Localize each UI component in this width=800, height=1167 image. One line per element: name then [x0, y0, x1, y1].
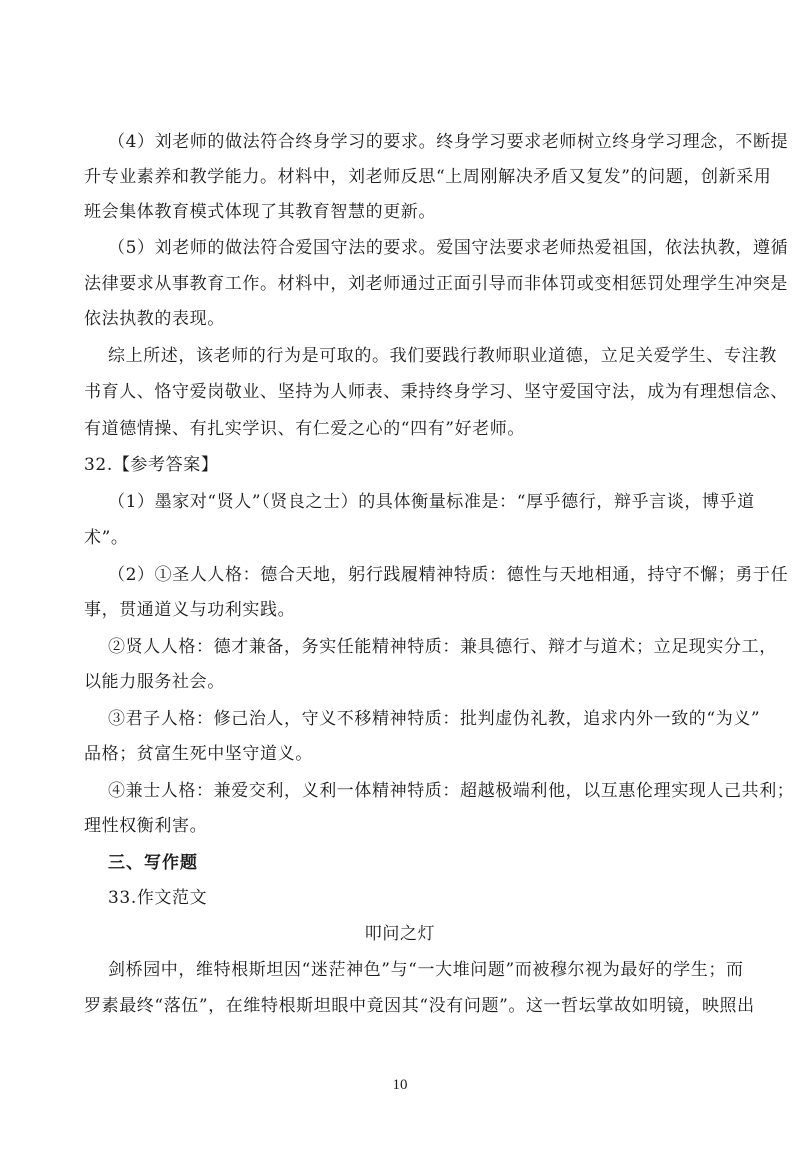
paragraph-line: 术”。: [84, 528, 129, 548]
paragraph-line: ②贤人人格：德才兼备，务实任能精神特质：兼具德行、辩才与道术；立足现实分工，: [108, 637, 777, 657]
paragraph-line: ④兼士人格：兼爱交利，义利一体精神特质：超越极端利他，以互惠伦理实现人己共利；: [108, 781, 795, 801]
paragraph-line: 书育人、恪守爱岗敬业、坚持为人师表、秉持终身学习、坚守爱国守法，成为有理想信念、: [84, 382, 788, 402]
paragraph-line: 综上所述，该老师的行为是可取的。我们要践行教师职业道德，立足关爱学生、专注教: [108, 346, 777, 366]
paragraph-line: 罗素最终“落伍”，在维特根斯坦眼中竟因其“没有问题”。这一哲坛掌故如明镜，映照出: [84, 996, 755, 1016]
paragraph-line: 班会集体教育模式体现了其教育智慧的更新。: [84, 202, 436, 222]
page-number: 10: [392, 1077, 408, 1093]
paragraph-line: ③君子人格：修己治人，守义不移精神特质：批判虚伪礼教，追求内外一致的“为义”: [108, 709, 761, 729]
paragraph-line: 品格；贫富生死中坚守道义。: [84, 744, 313, 764]
paragraph-line: 升专业素养和教学能力。材料中，刘老师反思“上周刚解决矛盾又复发”的问题，创新采用: [84, 167, 772, 187]
paragraph-line: 理性权衡利害。: [84, 816, 208, 836]
paragraph-line: 有道德情操、有扎实学识、有仁爱之心的“四有”好老师。: [84, 419, 525, 439]
section-heading: 三、写作题: [108, 853, 198, 873]
paragraph-line: （1）墨家对“贤人”（贤良之士）的具体衡量标准是：“厚乎德行，辩乎言谈，博乎道: [108, 492, 755, 512]
paragraph-line: （5）刘老师的做法符合爱国守法的要求。爱国守法要求老师热爱祖国，依法执教，遵循: [108, 238, 789, 258]
essay-heading: 33.作文范文: [108, 888, 208, 908]
paragraph-line: （2）①圣人人格：德合天地，躬行践履精神特质：德性与天地相通，持守不懈；勇于任: [108, 565, 789, 585]
paragraph-line: 依法执教的表现。: [84, 309, 225, 329]
paragraph-line: 事，贯通道义与功利实践。: [84, 600, 296, 620]
paragraph-line: 以能力服务社会。: [84, 672, 225, 692]
essay-title: 叩问之灯: [364, 924, 436, 944]
paragraph-line: 剑桥园中，维特根斯坦因“迷茫神色”与“一大堆问题”而被穆尔视为最好的学生；而: [108, 960, 744, 980]
answer-heading: 32.【参考答案】: [84, 455, 219, 475]
paragraph-line: （4）刘老师的做法符合终身学习的要求。终身学习要求老师树立终身学习理念，不断提: [108, 132, 789, 152]
paragraph-line: 法律要求从事教育工作。材料中，刘老师通过正面引导而非体罚或变相惩罚处理学生冲突是: [84, 274, 788, 294]
